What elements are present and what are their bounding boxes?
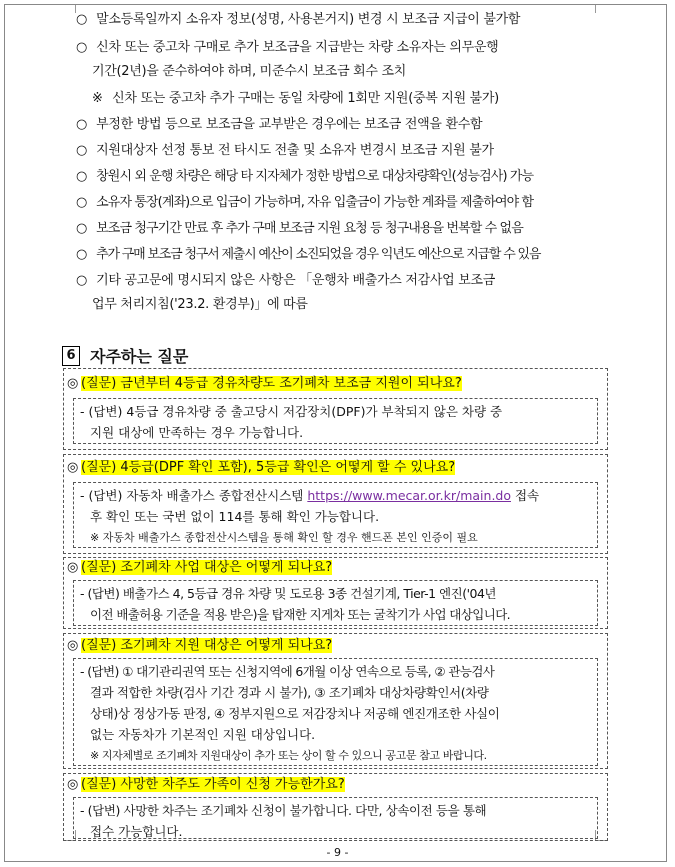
question-text: (질문) 금년부터 4등급 경유차량도 조기폐차 보조금 지원이 되나요? xyxy=(81,376,462,391)
bullet-mark: ○ xyxy=(76,247,88,262)
answer-line: - (답변) 사망한 차주는 조기폐차 신청이 불가합니다. 다만, 상속이전 등을 통해 xyxy=(80,803,487,818)
faq-question xyxy=(67,458,455,478)
faq-answer xyxy=(73,580,598,626)
question-mark-icon: ◎ xyxy=(67,638,79,653)
bullet-item xyxy=(76,10,636,30)
bullet-mark: ○ xyxy=(76,221,88,236)
bullet-continuation xyxy=(92,295,652,315)
bullet-text: 업무 처리지침('23.2. 환경부)」에 따름 xyxy=(92,297,308,312)
faq-question xyxy=(67,374,462,394)
answer-note: ※ 지자체별로 조기폐차 지원대상이 추가 또는 상이 할 수 있으니 공고문 참고 바랍니다. xyxy=(90,749,487,762)
answer-line: 접속 xyxy=(511,488,540,503)
bullet-mark: ○ xyxy=(76,40,88,55)
question-text: (질문) 4등급(DPF 확인 포함), 5등급 확인은 어떻게 할 수 있나요? xyxy=(81,460,456,475)
answer-line: 지원 대상에 만족하는 경우 가능합니다. xyxy=(90,425,304,440)
bullet-text: 기간(2년)을 준수하여야 하며, 미준수시 보조금 회수 조치 xyxy=(92,64,407,79)
answer-line: 접수 가능합니다. xyxy=(90,824,183,839)
answer-line: - (답변) 배출가스 4, 5등급 경유 차량 및 도로용 3종 건설기계, Tier-1 엔진('04년 xyxy=(80,586,496,601)
note-mark: ※ xyxy=(92,91,103,106)
answer-line: - (답변) 자동차 배출가스 종합전산시스템 xyxy=(80,488,308,503)
question-mark-icon: ◎ xyxy=(67,560,79,575)
answer-line: - (답변) 4등급 경유차량 중 출고당시 저감장치(DPF)가 부착되지 않은 차량 중 xyxy=(80,404,503,419)
section-number: 6 xyxy=(62,346,80,366)
bullet-mark: ○ xyxy=(76,169,88,184)
bullet-text: 추가 구매 보조금 청구서 제출시 예산이 소진되었을 경우 익년도 예산으로 지급할 수 있음 xyxy=(96,247,541,262)
bullet-mark: ○ xyxy=(76,143,88,158)
question-mark-icon: ◎ xyxy=(67,460,79,475)
answer-line: 이전 배출허용 기준을 적용 받은)을 탑재한 지게차 또는 굴착기가 사업 대상입니다. xyxy=(90,607,511,622)
bullet-note xyxy=(92,89,652,109)
answer-note: ※ 자동차 배출가스 종합전산시스템을 통해 확인 할 경우 핸드폰 본인 인증이 필요 xyxy=(90,531,478,544)
bullet-mark: ○ xyxy=(76,195,88,210)
bullet-text: 보조금 청구기간 만료 후 추가 구매 보조금 지원 요청 등 청구내용을 번복할 수 없음 xyxy=(96,221,523,236)
faq-question xyxy=(67,558,332,578)
question-text: (질문) 사망한 차주도 가족이 신청 가능한가요? xyxy=(81,777,345,792)
question-mark-icon: ◎ xyxy=(67,376,79,391)
mecar-link[interactable]: https://www.mecar.or.kr/main.do xyxy=(307,488,511,503)
section-heading xyxy=(62,344,188,367)
faq-question xyxy=(67,775,345,795)
faq-answer xyxy=(73,658,598,766)
answer-line: 상태)상 정상가동 판정, ④ 정부지원으로 저감장치나 저공해 엔진개조한 사실이 xyxy=(90,706,500,721)
answer-line: 없는 자동차가 기본적인 지원 대상입니다. xyxy=(90,727,316,742)
bullet-item xyxy=(76,141,636,161)
bullet-item xyxy=(76,193,636,213)
bullet-text: 신차 또는 중고차 추가 구매는 동일 차량에 1회만 지원(중복 지원 불가) xyxy=(112,91,499,106)
answer-line: 결과 적합한 차량(검사 기간 경과 시 불가), ③ 조기폐차 대상차량확인서(차량 xyxy=(90,685,489,700)
faq-answer xyxy=(73,482,598,548)
bullet-text: 기타 공고문에 명시되지 않은 사항은 「운행차 배출가스 저감사업 보조금 xyxy=(96,273,495,288)
bullet-text: 말소등록일까지 소유자 정보(성명, 사용본거지) 변경 시 보조금 지급이 불가함 xyxy=(96,12,521,27)
answer-line: 후 확인 또는 국번 없이 114를 통해 확인 가능합니다. xyxy=(90,509,380,524)
bullet-text: 신차 또는 중고차 구매로 추가 보조금을 지급받는 차량 소유자는 의무운행 xyxy=(96,40,499,55)
question-text: (질문) 조기폐차 사업 대상은 어떻게 되나요? xyxy=(81,560,333,575)
bullet-continuation xyxy=(92,62,652,82)
bullet-text: 지원대상자 선정 통보 전 타시도 전출 및 소유자 변경시 보조금 지원 불가 xyxy=(96,143,494,158)
corner-mark xyxy=(65,5,76,13)
bullet-text: 창원시 외 운행 차량은 해당 타 지자체가 정한 방법으로 대상차량확인(성능검사) 가능 xyxy=(96,169,534,184)
bullet-text: 소유자 통장(계좌)으로 입금이 가능하며, 자유 입출금이 가능한 계좌를 제출하여야 함 xyxy=(96,195,534,210)
question-mark-icon: ◎ xyxy=(67,777,79,792)
answer-line: - (답변) ① 대기관리권역 또는 신청지역에 6개월 이상 연속으로 등록, ② 관능검사 xyxy=(80,664,495,679)
bullet-text: 부정한 방법 등으로 보조금을 교부받은 경우에는 보조금 전액을 환수함 xyxy=(96,117,483,132)
bullet-item xyxy=(76,167,636,187)
bullet-item xyxy=(76,115,636,135)
bullet-mark: ○ xyxy=(76,117,88,132)
faq-question xyxy=(67,636,332,656)
bullet-mark: ○ xyxy=(76,12,88,27)
bullet-item xyxy=(76,271,636,291)
question-text: (질문) 조기폐차 지원 대상은 어떻게 되나요? xyxy=(81,638,333,653)
section-title: 자주하는 질문 xyxy=(90,347,189,366)
bullet-item xyxy=(76,245,636,265)
faq-answer xyxy=(73,797,598,839)
bullet-mark: ○ xyxy=(76,273,88,288)
page-number: - 9 - xyxy=(326,846,349,859)
faq-answer xyxy=(73,398,598,444)
bullet-item xyxy=(76,219,636,239)
bullet-item xyxy=(76,38,636,58)
